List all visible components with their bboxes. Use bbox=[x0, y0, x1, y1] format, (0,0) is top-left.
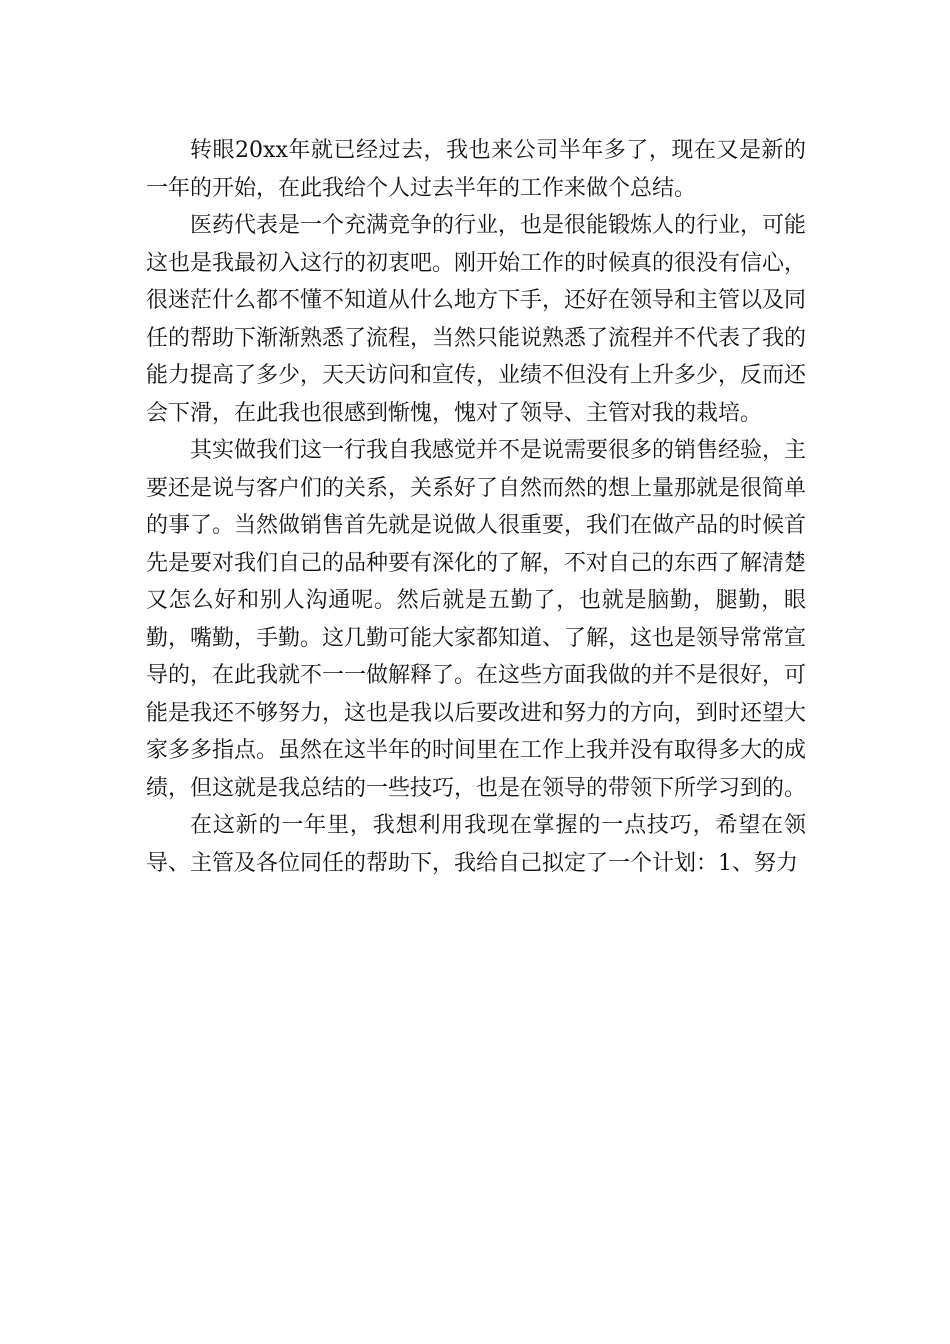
paragraph-2: 医药代表是一个充满竞争的行业，也是很能锻炼人的行业，可能这也是我最初入这行的初衷吧。刚开始工作的时候真的很没有信心，很迷茫什么都不懂不知道从什么地方下手，还好在领导和主管以及同任的帮助下渐渐熟悉了流程，当然只能说熟悉了流程并不代表了我的能力提高了多少，天天访问和宣传，业绩不但没有上升多少，反而还会下滑，在此我也很感到惭愧，愧对了领导、主管对我的栽培。 bbox=[146, 213, 807, 426]
paragraph-4: 在这新的一年里，我想利用我现在掌握的一点技巧，希望在领导、主管及各位同任的帮助下，我给自己拟定了一个计划：1、努力 bbox=[146, 813, 806, 876]
paragraph-3: 其实做我们这一行我自我感觉并不是说需要很多的销售经验，主要还是说与客户们的关系，关系好了自然而然的想上量那就是很简单的事了。当然做销售首先就是说做人很重要，我们在做产品的时候首先是要对我们自己的品种要有深化的了解，不对自己的东西了解清楚又怎么好和别人沟通呢。然后就是五勤了，也就是脑勤，腿勤，眼勤，嘴勤，手勤。这几勤可能大家都知道、了解，这也是领导常常宣导的，在此我就不一一做解释了。在这些方面我做的并不是很好，可能是我还不够努力，这也是我以后要改进和努力的方向，到时还望大家多多指点。虽然在这半年的时间里在工作上我并没有取得多大的成绩，但这就是我总结的一些技巧，也是在领导的带领下所学习到的。 bbox=[146, 438, 807, 801]
document-body bbox=[146, 132, 806, 882]
paragraph-1: 转眼20xx年就已经过去，我也来公司半年多了，现在又是新的一年的开始，在此我给个人过去半年的工作来做个总结。 bbox=[146, 138, 806, 201]
